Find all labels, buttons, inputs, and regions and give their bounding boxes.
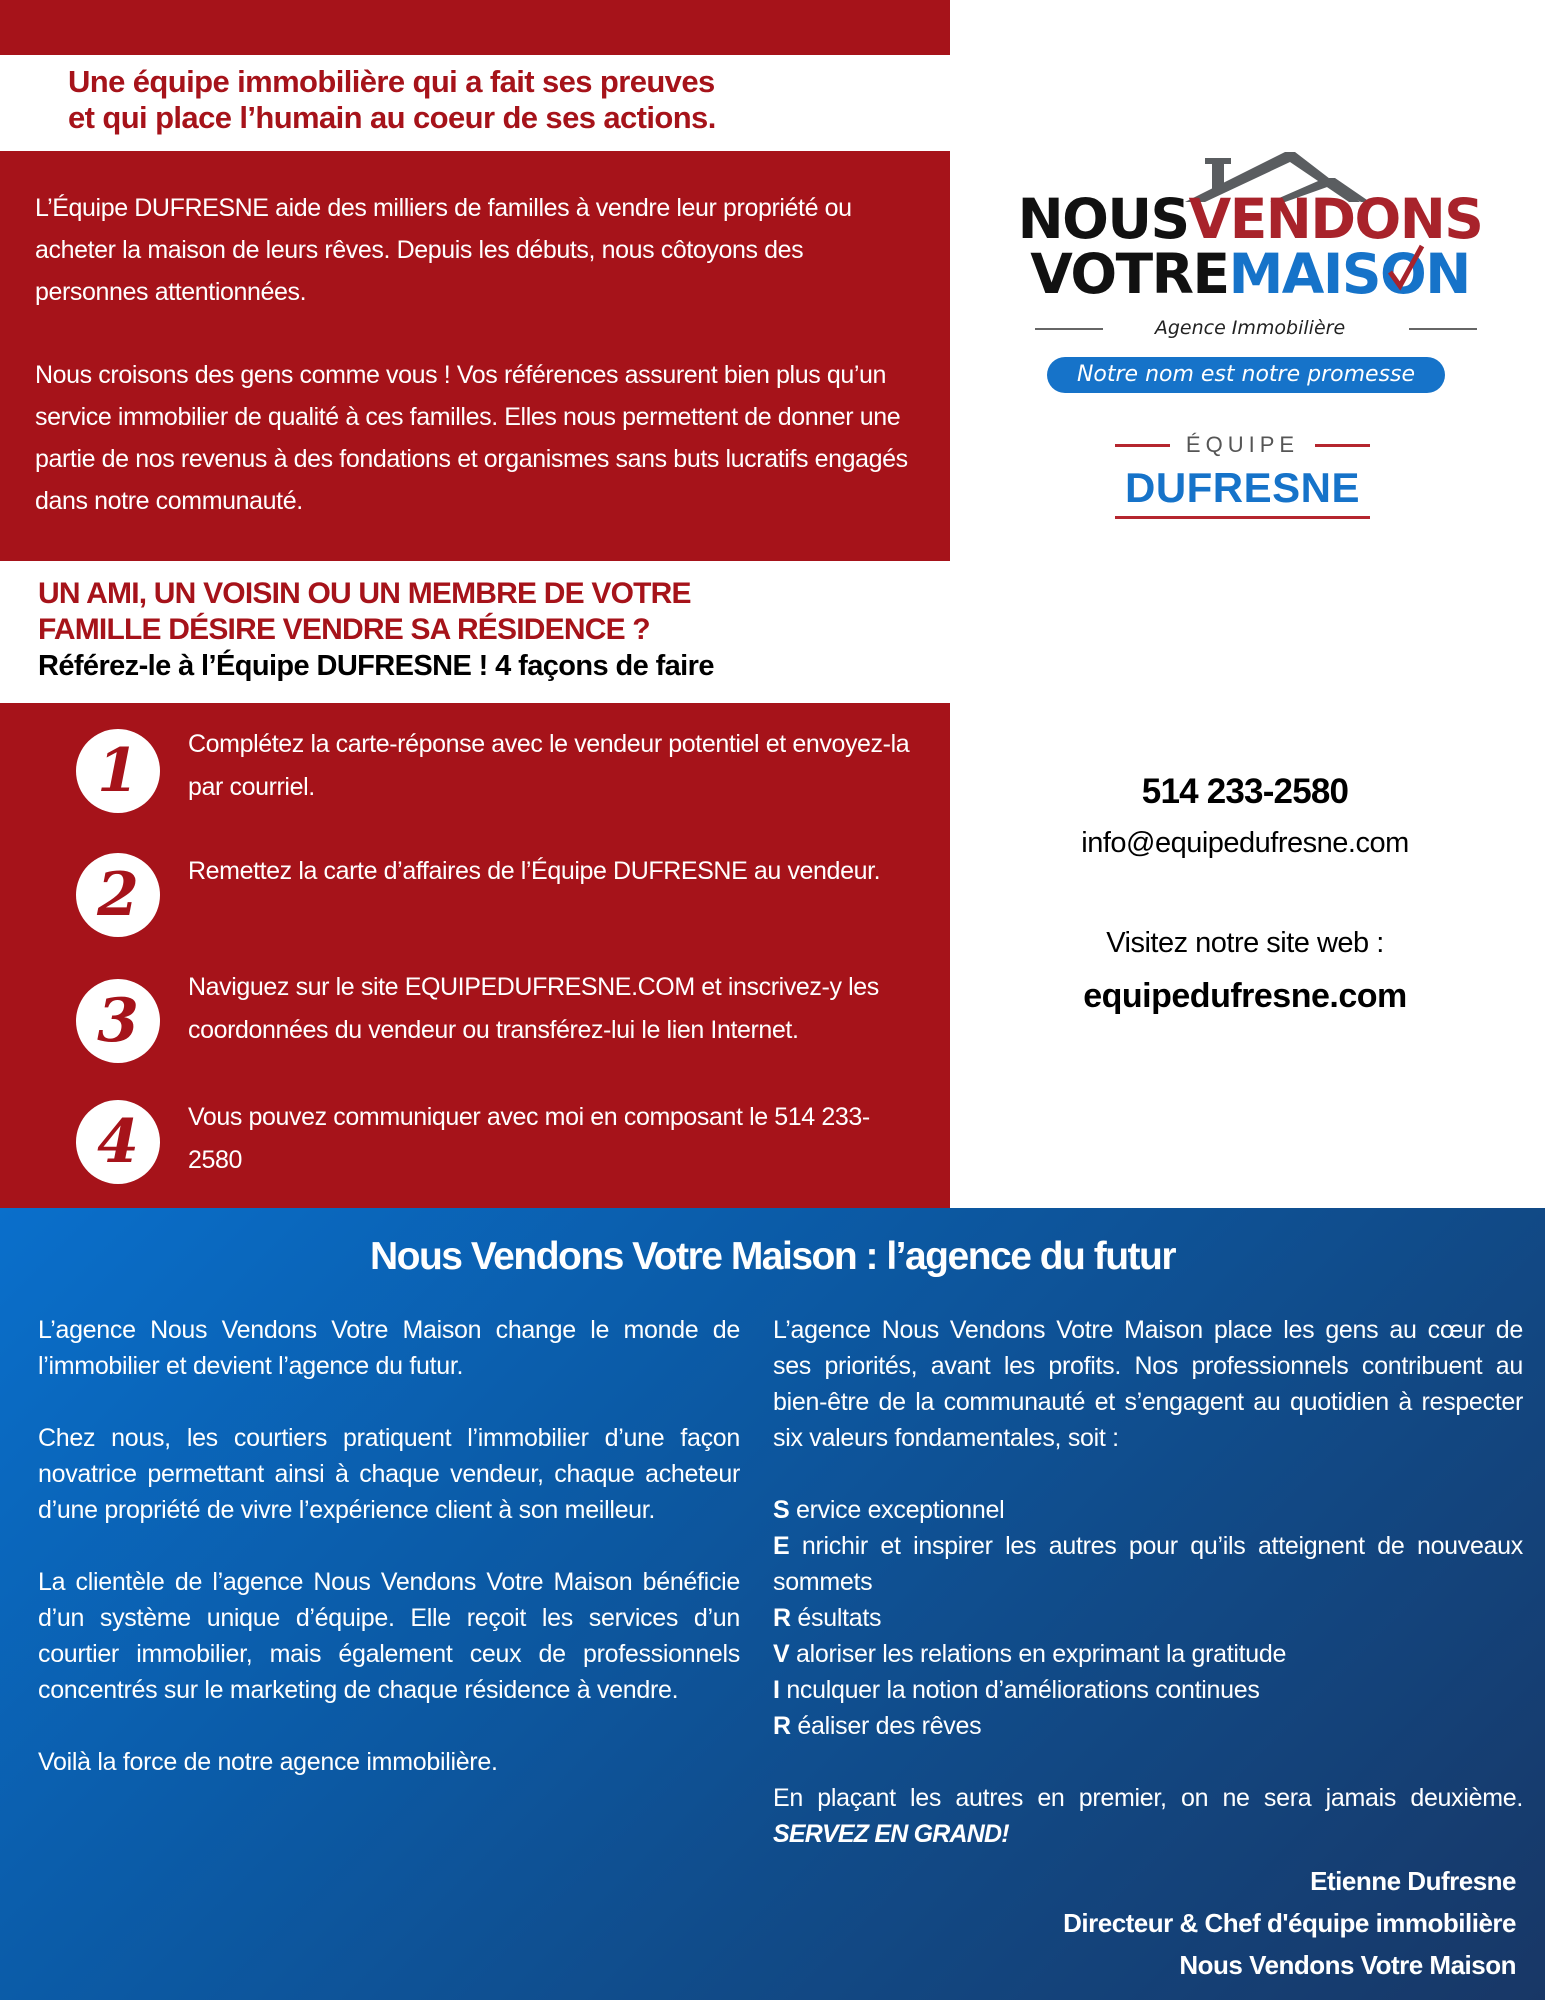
- website-link[interactable]: equipedufresne.com: [1083, 977, 1407, 1015]
- value-item: [773, 1528, 1523, 1600]
- checkmark-icon: [1382, 242, 1426, 298]
- value-text: ésultats: [797, 1604, 882, 1632]
- value-initial: R: [773, 1604, 791, 1632]
- logo-word-nous: NOUS: [1017, 187, 1189, 251]
- value-initial: E: [773, 1532, 790, 1560]
- value-text: éaliser des rêves: [797, 1712, 982, 1740]
- logo-tagline-text: Agence Immobilière: [1154, 317, 1346, 339]
- step-2-text: Remettez la carte d’affaires de l’Équipe DUFRESNE au vendeur.: [188, 857, 881, 885]
- intro-paragraph-2: Nous croisons des gens comme vous ! Vos références assurent bien plus qu’un service immobilier de qualité à ces familles. Elles nous permettent de donner une partie de nos revenus à des fondations et organismes sans buts lucratifs engagés dans notre communauté.: [35, 361, 908, 515]
- value-item: [773, 1708, 1523, 1744]
- value-item: [773, 1492, 1523, 1528]
- intro-block: [0, 151, 950, 561]
- signature-name: Etienne Dufresne: [1310, 1866, 1516, 1896]
- contact-phone[interactable]: 514 233-2580: [1141, 772, 1349, 811]
- agency-left-column: [38, 1312, 740, 1816]
- values-list: [773, 1492, 1523, 1744]
- value-text: ervice exceptionnel: [796, 1496, 1005, 1524]
- agency-closing: [773, 1780, 1523, 1852]
- signature-company: Nous Vendons Votre Maison: [1179, 1950, 1516, 1980]
- logo-checkmark-o: [1380, 242, 1425, 306]
- agency-left-paragraph-1: L’agence Nous Vendons Votre Maison change le monde de l’immobilier et devient l’agence du futur.: [38, 1316, 740, 1380]
- step-3-text: Naviguez sur le site EQUIPEDUFRESNE.COM et inscrivez-y les coordonnées du vendeur ou transférez-lui le lien Internet.: [188, 973, 879, 1044]
- referral-subheading: Référez-le à l’Équipe DUFRESNE ! 4 façons de faire: [38, 650, 714, 682]
- top-red-band: [0, 0, 950, 55]
- closing-text: En plaçant les autres en premier, on ne sera jamais deuxième.: [773, 1784, 1523, 1812]
- logo-word-mais: MAIS: [1228, 242, 1380, 306]
- value-text: nculquer la notion d’améliorations continues: [786, 1676, 1260, 1704]
- equipe-dufresne-logo: [1115, 430, 1370, 522]
- nous-vendons-votre-maison-logo: [990, 150, 1510, 410]
- step-3-number-icon: 3: [76, 979, 160, 1063]
- headline-line-1: Une équipe immobilière qui a fait ses preuves: [68, 64, 715, 99]
- agency-right-intro: L’agence Nous Vendons Votre Maison place les gens au cœur de ses priorités, avant les profits. Nos professionnels contribuent au bien-être de la communauté et s’engagent au quotidien à respecter six valeurs fondamentales, soit :: [773, 1316, 1523, 1452]
- logo-letter-o: O: [1379, 242, 1426, 306]
- equipe-bottom-rule: [1115, 516, 1370, 519]
- agency-left-paragraph-4: Voilà la force de notre agence immobilière.: [38, 1748, 498, 1776]
- agency-title: Nous Vendons Votre Maison : l’agence du futur: [369, 1235, 1176, 1278]
- tagline-right-rule: [1409, 328, 1477, 330]
- signature-block: [1063, 1860, 1516, 1986]
- value-initial: V: [773, 1640, 790, 1668]
- headline-line-2: et qui place l’humain au coeur de ses actions.: [68, 100, 716, 135]
- website-label: Visitez notre site web :: [1106, 927, 1384, 959]
- logo-line-2: [990, 242, 1510, 306]
- agency-left-paragraph-3: La clientèle de l’agence Nous Vendons Votre Maison bénéficie d’un système unique d’équipe. Elle reçoit les services d’un courtier immobilier, mais également ceux de professionnels concentrés sur le marketing de chaque résidence à vendre.: [38, 1568, 740, 1704]
- value-item: [773, 1636, 1523, 1672]
- logo-word-n: N: [1425, 242, 1470, 306]
- agency-section: [0, 1208, 1545, 2000]
- agency-left-paragraph-2: Chez nous, les courtiers pratiquent l’immobilier d’une façon novatrice permettant ainsi à chaque vendeur, chaque acheteur d’une propriété de vivre l’expérience client à son meilleur.: [38, 1424, 740, 1524]
- value-text: nrichir et inspirer les autres pour qu’ils atteignent de nouveaux sommets: [773, 1532, 1523, 1596]
- closing-emphasis: SERVEZ EN GRAND!: [773, 1820, 1009, 1848]
- value-initial: S: [773, 1496, 790, 1524]
- equipe-label: ÉQUIPE: [1185, 432, 1300, 457]
- value-initial: I: [773, 1676, 780, 1704]
- logo-line-1: [990, 187, 1510, 251]
- referral-heading-line-2: FAMILLE DÉSIRE VENDRE SA RÉSIDENCE ?: [38, 613, 650, 646]
- step-4-number-icon: 4: [76, 1100, 160, 1184]
- step-4-text: Vous pouvez communiquer avec moi en composant le 514 233-2580: [188, 1103, 870, 1174]
- page-headline: [68, 64, 928, 136]
- value-initial: R: [773, 1712, 791, 1740]
- referral-heading-line-1: UN AMI, UN VOISIN OU UN MEMBRE DE VOTRE: [38, 577, 691, 610]
- intro-paragraph-1: L’Équipe DUFRESNE aide des milliers de familles à vendre leur propriété ou acheter la maison de leurs rêves. Depuis les débuts, nous côtoyons des personnes attentionnées.: [35, 194, 852, 306]
- signature-title: Directeur & Chef d'équipe immobilière: [1063, 1908, 1516, 1938]
- logo-promise-pill: Notre nom est notre promesse: [1047, 357, 1445, 393]
- referral-heading: [38, 576, 938, 684]
- agency-right-column: [773, 1312, 1523, 1888]
- value-text: aloriser les relations en exprimant la gratitude: [796, 1640, 1287, 1668]
- logo-word-votre: VOTRE: [1030, 242, 1229, 306]
- value-item: [773, 1672, 1523, 1708]
- step-1-text: Complétez la carte-réponse avec le vendeur potentiel et envoyez-la par courriel.: [188, 730, 910, 801]
- equipe-name: DUFRESNE: [1124, 464, 1361, 511]
- value-item: [773, 1600, 1523, 1636]
- logo-agency-tagline: [990, 313, 1510, 343]
- contact-email[interactable]: info@equipedufresne.com: [1081, 827, 1409, 859]
- logo-word-vendons: VENDONS: [1188, 187, 1483, 251]
- steps-block: [0, 703, 950, 1208]
- equipe-right-rule: [1315, 444, 1370, 447]
- step-2-number-icon: 2: [76, 853, 160, 937]
- step-1-number-icon: 1: [76, 729, 160, 813]
